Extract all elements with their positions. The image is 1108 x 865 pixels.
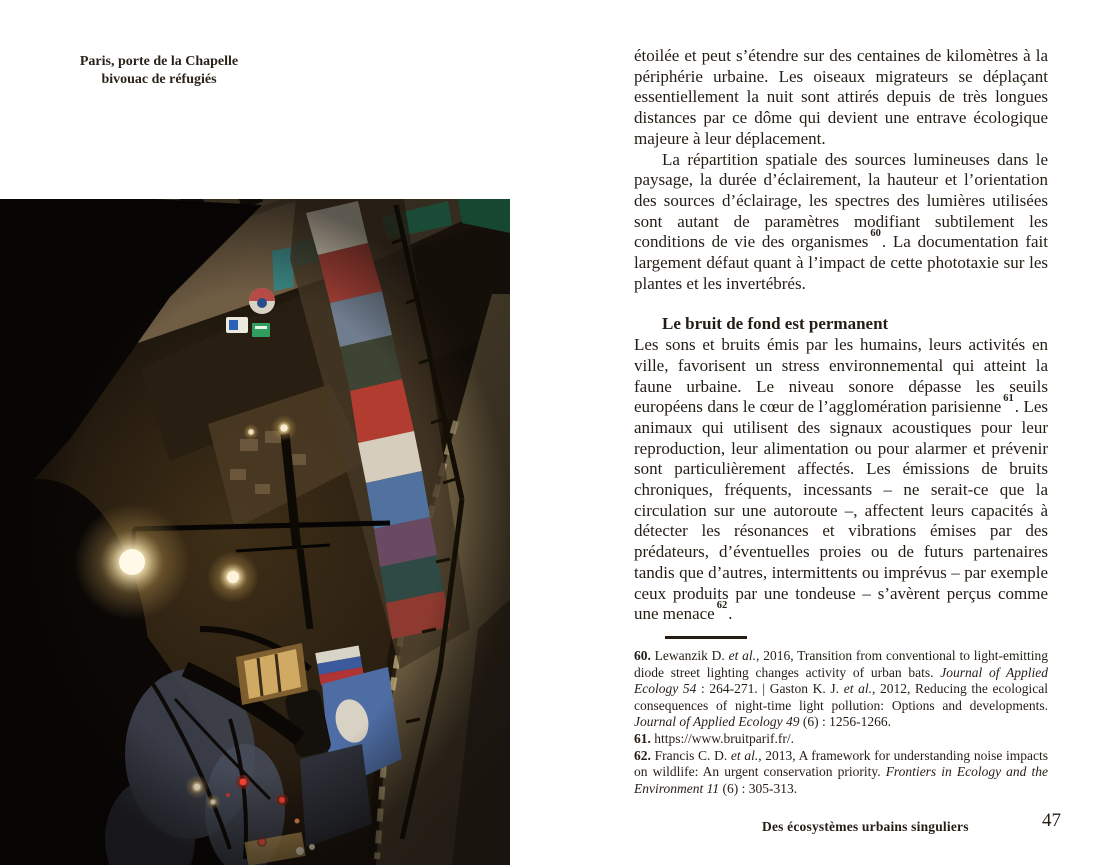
footnote-item: 62. Francis C. D. et al., 2013, A framework for understanding noise impacts on wildlife: An urgent conservation priority. Frontiers in Ecology and the Environment 11 (6) : 305-313. — [634, 747, 1049, 796]
text-column — [634, 46, 1048, 797]
footnote-item: 60. Lewanzik D. et al., 2016, Transition from conventional to light-emitting diode street lighting changes activity of urban bats. Journal of Applied Ecology 54 : 264-271. | Gaston K. J. et al., 2012, Reducing the ecological consequences of night-time light pollution: Options and developments. Journal of Applied Ecology 49 (6) : 1256-1266. — [634, 647, 1049, 730]
caption-line-2: bivouac de réfugiés — [101, 71, 217, 87]
section-heading: Le bruit de fond est permanent — [662, 314, 889, 334]
footnote-number: 60. — [634, 647, 655, 663]
night-photo-illustration — [0, 199, 510, 865]
photo-caption — [33, 53, 285, 88]
caption-line-1: Paris, porte de la Chapelle — [79, 54, 239, 69]
running-title: Des écosystèmes urbains singuliers — [762, 819, 969, 834]
footnote-rule — [665, 636, 747, 639]
footnote-item: 61. https://www.bruitparif.fr/. — [634, 730, 794, 746]
refugee-bivouac-photo — [0, 199, 510, 865]
page-number: 47 — [1042, 810, 1061, 831]
footnote-number: 62. — [634, 747, 655, 763]
body-paragraph: La répartition spatiale des sources lumineuses dans le paysage, la durée d’éclairement, la hauteur et l’orientation des sources d’éclairage, les spectres des lumières utilisées sont autant de paramètres modifiant subtilement les conditions de vie des organismes $^{60}$. La documentation fait largement défaut quant à l’impact de cette phototaxie sur les plantes et les invertébrés. — [634, 149, 1048, 293]
body-paragraph: étoilée et peut s’étendre sur des centaines de kilomètres à la périphérie urbaine. Les oiseaux migrateurs se déplaçant essentiellement la nuit sont attirés depuis de très longues distances par ce dôme qui devient une entrave écologique majeure à leur déplacement. — [634, 46, 1048, 148]
body-paragraph: Les sons et bruits émis par les humains, leurs activités en ville, favorisent un stress environnemental qui atteint la faune urbaine. Le niveau sonore dépasse les seuils européens dans le cœur de l’agglomération parisienne $^{61}$. Les animaux qui utilisent des signaux acoustiques pour leur reproduction, leur alimentation ou pour alarmer et prévenir sont particulièrement affectés. Les émissions de bruits chroniques, fréquents, incessants – ne serait-ce que la circulation sur une autoroute –, affectent leurs capacités à détecter les résonances et vibrations émises par des prédateurs, d’éventuelles proies ou de futurs partenaires tandis que d’autres, intermittents ou imprévus – par exemple ceux produits par une tondeuse – s’avèrent perçus comme une menace $^{62}$. — [634, 335, 1049, 624]
photo-vignette — [0, 199, 510, 865]
footnote-number: 61. — [634, 730, 655, 746]
footnotes — [634, 648, 1048, 797]
